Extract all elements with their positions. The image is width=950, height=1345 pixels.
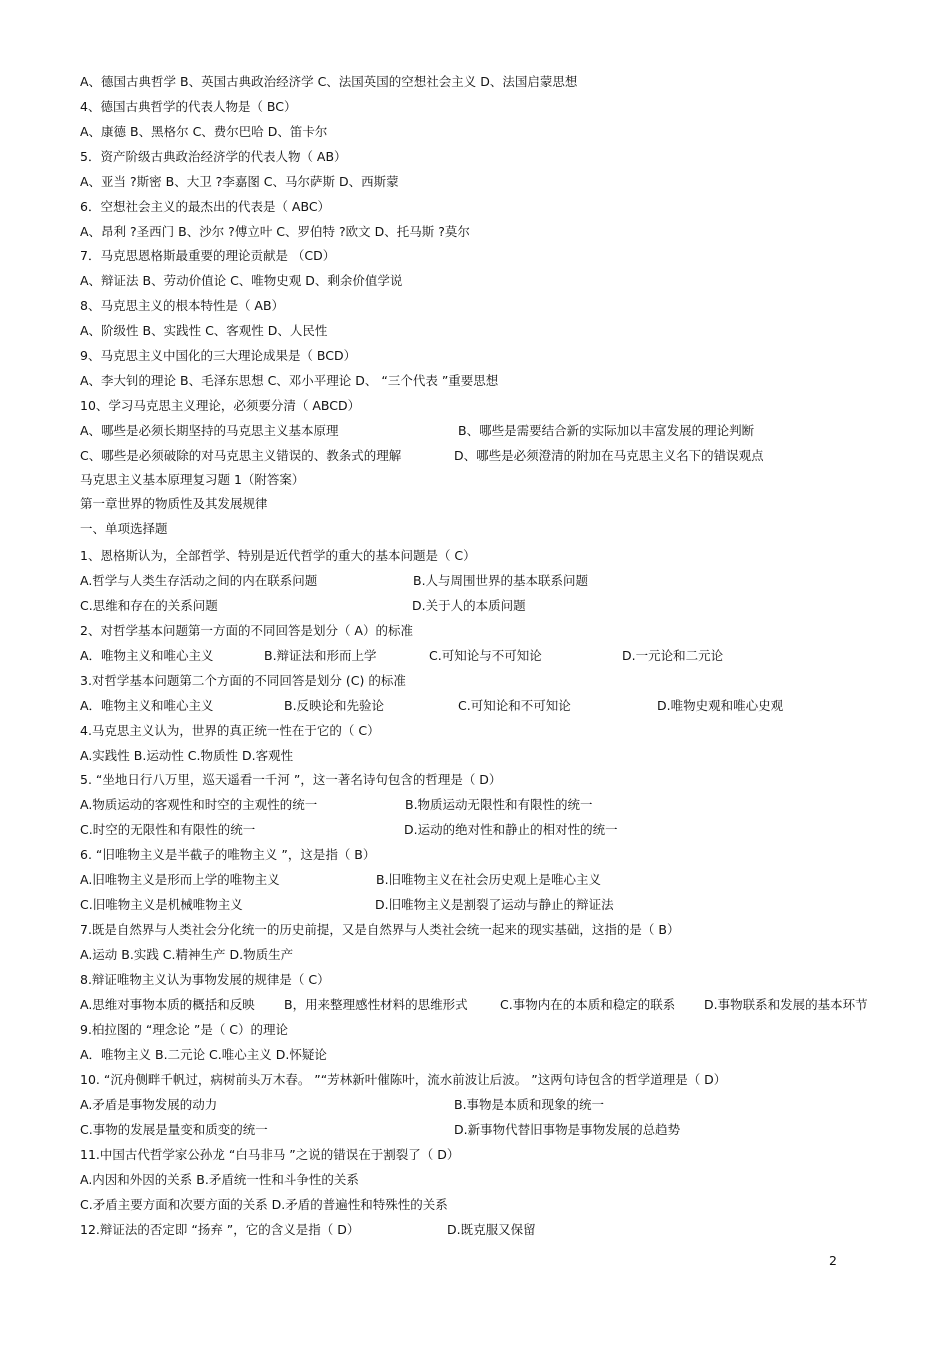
option-c: C.可知论和不可知论 — [458, 698, 571, 713]
text-line: 7．马克思恩格斯最重要的理论贡献是 （CD） — [80, 248, 336, 263]
option-a: A．唯物主义和唯心主义 — [80, 648, 214, 663]
text-line: 5．资产阶级古典政治经济学的代表人物（ AB） — [80, 149, 347, 164]
text-line: 9、马克思主义中国化的三大理论成果是（ BCD） — [80, 348, 357, 363]
question-stem: 11.中国古代哲学家公孙龙 “白马非马 ”之说的错误在于割裂了（ D） — [80, 1147, 460, 1162]
text-line: 10、学习马克思主义理论，必须要分清（ ABCD） — [80, 398, 361, 413]
option-b: B.旧唯物主义在社会历史观上是唯心主义 — [376, 872, 602, 887]
question-stem: 9.柏拉图的 “理念论 ”是（ C）的理论 — [80, 1022, 289, 1037]
option-d: D.一元论和二元论 — [622, 648, 724, 663]
option-row: A.实践性 B.运动性 C.物质性 D.客观性 — [80, 748, 294, 763]
text-line: 4、德国古典哲学的代表人物是（ BC） — [80, 99, 297, 114]
option-b: B，用来整理感性材料的思维形式 — [284, 997, 468, 1012]
option-d: D.既克服又保留 — [447, 1222, 536, 1237]
option-b: B.反映论和先验论 — [284, 698, 385, 713]
text-line: A、辩证法 B、劳动价值论 C、唯物史观 D、剩余价值学说 — [80, 273, 403, 288]
option-d: D.新事物代替旧事物是事物发展的总趋势 — [454, 1122, 681, 1137]
option-b: B.物质运动无限性和有限性的统一 — [405, 797, 593, 812]
option-row: A.运动 B.实践 C.精神生产 D.物质生产 — [80, 947, 294, 962]
option-c: C.事物的发展是量变和质变的统一 — [80, 1122, 268, 1137]
text-line: A、昂利 ?圣西门 B、沙尔 ?傅立叶 C、罗伯特 ?欧文 D、托马斯 ?莫尔 — [80, 224, 470, 239]
text-line: A、李大钊的理论 B、毛泽东思想 C、邓小平理论 D、 “三个代表 ”重要思想 — [80, 373, 499, 388]
option-c: C.思维和存在的关系问题 — [80, 598, 218, 613]
question-stem: 4.马克思主义认为，世界的真正统一性在于它的（ C） — [80, 723, 380, 738]
text-line: A、德国古典哲学 B、英国古典政治经济学 C、法国英国的空想社会主义 D、法国启蒙思想 — [80, 74, 578, 89]
option-row: C.矛盾主要方面和次要方面的关系 D.矛盾的普遍性和特殊性的关系 — [80, 1197, 448, 1212]
chapter-title: 第一章世界的物质性及其发展规律 — [80, 496, 268, 511]
option-d: D.运动的绝对性和静止的相对性的统一 — [404, 822, 618, 837]
question-stem: 5. “坐地日行八万里，巡天遥看一千河 ”，这一著名诗句包含的哲理是（ D） — [80, 772, 502, 787]
text-line: 8、马克思主义的根本特性是（ AB） — [80, 298, 285, 313]
text-line: A、亚当 ?斯密 B、大卫 ?李嘉图 C、马尔萨斯 D、西斯蒙 — [80, 174, 399, 189]
option-d: D.关于人的本质问题 — [412, 598, 526, 613]
option-a: A.思维对事物本质的概括和反映 — [80, 997, 255, 1012]
question-stem: 10. “沉舟侧畔千帆过，病树前头万木春。 ”“芳林新叶催陈叶，流水前波让后波。 ”这两句诗包含的哲学道理是（ D） — [80, 1072, 727, 1087]
option-a: A.哲学与人类生存活动之间的内在联系问题 — [80, 573, 318, 588]
option-d: D.旧唯物主义是割裂了运动与静止的辩证法 — [375, 897, 614, 912]
text-line: A、康德 B、黑格尔 C、费尔巴哈 D、笛卡尔 — [80, 124, 328, 139]
option-c: C.旧唯物主义是机械唯物主义 — [80, 897, 243, 912]
option-d: D.唯物史观和唯心史观 — [657, 698, 784, 713]
text-line: 6．空想社会主义的最杰出的代表是（ ABC） — [80, 199, 331, 214]
document-title: 马克思主义基本原理复习题 1（附答案） — [80, 472, 305, 487]
option-a: A.旧唯物主义是形而上学的唯物主义 — [80, 872, 280, 887]
question-stem: 2、对哲学基本问题第一方面的不同回答是划分（ A）的标准 — [80, 623, 413, 638]
section-title: 一、单项选择题 — [80, 521, 168, 536]
option-c: C.时空的无限性和有限性的统一 — [80, 822, 256, 837]
page-number: 2 — [829, 1253, 837, 1268]
question-stem: 1、恩格斯认为，全部哲学、特别是近代哲学的重大的基本问题是（ C） — [80, 548, 476, 563]
question-stem: 6. “旧唯物主义是半截子的唯物主义 ”，这是指（ B） — [80, 847, 376, 862]
option-d: D.事物联系和发展的基本环节 — [704, 997, 868, 1012]
text-line: A、阶级性 B、实践性 C、客观性 D、人民性 — [80, 323, 328, 338]
option-a: A.矛盾是事物发展的动力 — [80, 1097, 218, 1112]
question-stem: 7.既是自然界与人类社会分化统一的历史前提，又是自然界与人类社会统一起来的现实基础，这指的是（ B） — [80, 922, 680, 937]
question-stem: 12.辩证法的否定即 “扬弃 ”，它的含义是指（ D） — [80, 1222, 360, 1237]
question-stem: 8.辩证唯物主义认为事物发展的规律是（ C） — [80, 972, 330, 987]
option-b: B、哪些是需要结合新的实际加以丰富发展的理论判断 — [458, 423, 755, 438]
option-c: C.可知论与不可知论 — [429, 648, 542, 663]
option-a: A、哪些是必须长期坚持的马克思主义基本原理 — [80, 423, 339, 438]
option-b: B.事物是本质和现象的统一 — [454, 1097, 605, 1112]
question-stem: 3.对哲学基本问题第二个方面的不同回答是划分 (C) 的标准 — [80, 673, 406, 688]
option-d: D、哪些是必须澄清的附加在马克思主义名下的错误观点 — [454, 448, 764, 463]
option-row: A.内因和外因的关系 B.矛盾统一性和斗争性的关系 — [80, 1172, 359, 1187]
option-b: B.人与周围世界的基本联系问题 — [413, 573, 589, 588]
option-a: A.物质运动的客观性和时空的主观性的统一 — [80, 797, 318, 812]
option-row: A．唯物主义 B.二元论 C.唯心主义 D.怀疑论 — [80, 1047, 327, 1062]
option-c: C.事物内在的本质和稳定的联系 — [500, 997, 676, 1012]
option-c: C、哪些是必须破除的对马克思主义错误的、教条式的理解 — [80, 448, 402, 463]
option-b: B.辩证法和形而上学 — [264, 648, 377, 663]
option-a: A．唯物主义和唯心主义 — [80, 698, 214, 713]
